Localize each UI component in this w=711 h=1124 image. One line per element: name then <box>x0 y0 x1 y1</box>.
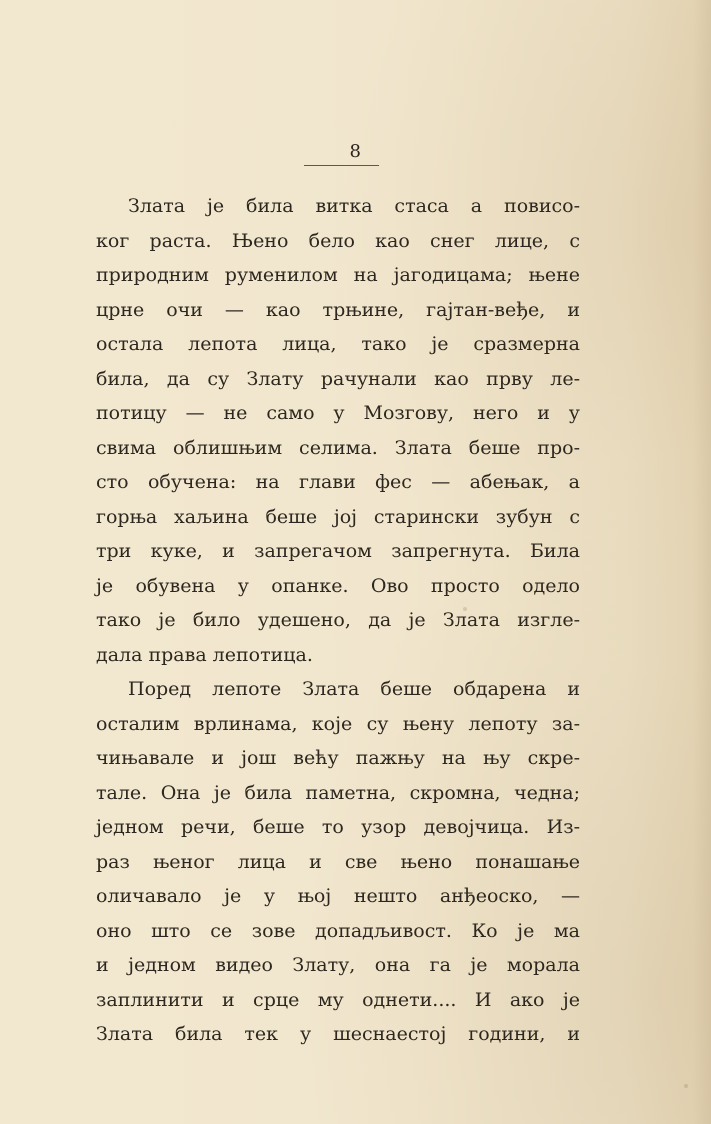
header-rule <box>304 165 379 166</box>
text-line: дала права лепотица. <box>96 643 313 666</box>
text-line: чињавале и још већу пажњу на њу скре- <box>96 747 580 769</box>
text-line: једном речи, беше то узор девојчица. Из- <box>96 816 580 838</box>
text-line: потицу — не само у Мозгову, него и у <box>96 402 580 424</box>
paper-speck <box>463 607 467 611</box>
text-line: оно што се зове допадљивост. Ко је ма <box>96 919 580 942</box>
text-line: Злата била тек у шеснаестој години, и <box>96 1023 580 1045</box>
paper-speck <box>684 1084 688 1088</box>
paragraph-2 <box>96 672 580 1052</box>
text-line: црне очи — као трњине, гајтан-веђе, и <box>96 298 580 321</box>
text-line: тале. Она је била паметна, скромна, чедна; <box>96 781 580 804</box>
text-line: три куке, и запрегачом запрегнута. Била <box>96 540 580 562</box>
page-edge-shadow <box>693 0 711 1124</box>
text-line: горња хаљина беше јој старински зубун с <box>96 505 580 528</box>
text-line: Злата је била витка стаса а повисо- <box>128 195 580 217</box>
text-line: и једном видео Злату, она га је морала <box>96 954 580 976</box>
page-header <box>0 142 711 161</box>
text-line: раз њеног лица и све њено понашање <box>96 850 580 873</box>
text-line: осталим врлинама, које су њену лепоту за- <box>96 712 580 735</box>
text-line: је обувена у опанке. Ово просто одело <box>96 574 580 597</box>
text-line: природним руменилом на јагодицама; њене <box>96 264 580 286</box>
page-number: 8 <box>349 141 362 162</box>
text-line: била, да су Злату рачунали као прву ле- <box>96 367 580 390</box>
text-line: оличавало је у њој нешто анђеоско, — <box>96 885 580 907</box>
text-line: заплинити и срце му однети.... И ако је <box>96 988 580 1011</box>
text-line: тако је било удешено, да је Злата изгле- <box>96 609 580 631</box>
text-line: сто обучена: на глави фес — абењак, а <box>96 471 580 493</box>
page-text <box>96 189 580 1052</box>
text-line: ког раста. Њено бело као снег лице, с <box>96 229 580 252</box>
paragraph-1 <box>96 189 580 672</box>
text-line: Поред лепоте Злата беше обдарена и <box>128 678 580 700</box>
text-line: остала лепота лица, тако је сразмерна <box>96 333 580 355</box>
text-line: свима облишњим селима. Злата беше про- <box>96 436 580 459</box>
